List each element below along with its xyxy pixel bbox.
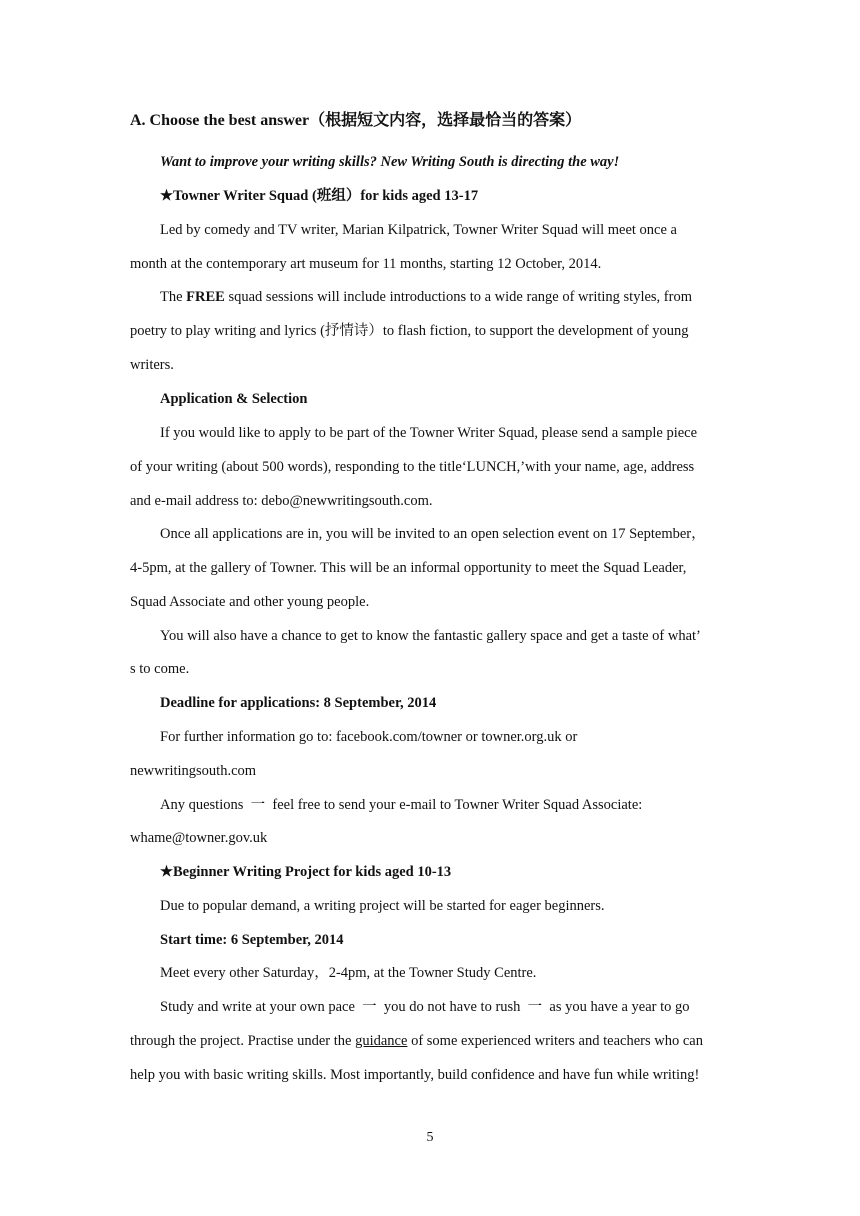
paragraph-line: Meet every other Saturday，2-4pm, at the Towner Study Centre. — [160, 965, 537, 981]
free-emphasis: FREE — [186, 289, 225, 305]
text-run: The — [160, 289, 187, 305]
paragraph-line: writers. — [130, 357, 174, 373]
passage-tagline: Want to improve your writing skills? New Writing South is directing the way! — [160, 154, 620, 170]
application-heading: Application & Selection — [160, 391, 308, 407]
paragraph-line: newwritingsouth.com — [130, 763, 257, 779]
paragraph-line: Once all applications are in, you will be invited to an open selection event on 17 September， — [160, 526, 706, 542]
paragraph-line: Led by comedy and TV writer, Marian Kilpatrick, Towner Writer Squad will meet once a — [160, 222, 677, 238]
paragraph-line: month at the contemporary art museum for 11 months, starting 12 October, 2014. — [130, 256, 602, 272]
text-run: through the project. Practise under the — [130, 1033, 356, 1049]
paragraph-line: poetry to play writing and lyrics (抒情诗）to flash fiction, to support the development of young — [130, 323, 689, 339]
paragraph-line: 4-5pm, at the gallery of Towner. This will be an informal opportunity to meet the Squad Leader, — [130, 560, 687, 576]
paragraph-line: Squad Associate and other young people. — [130, 594, 370, 610]
page-number: 5 — [426, 1130, 434, 1145]
paragraph-line: If you would like to apply to be part of the Towner Writer Squad, please send a sample piece — [160, 425, 698, 441]
paragraph-line: and e-mail address to: debo@newwritingsouth.com. — [130, 493, 433, 509]
start-time-line: Start time: 6 September, 2014 — [160, 932, 344, 948]
text-run: of some experienced writers and teachers who can — [407, 1033, 703, 1049]
paragraph-line: Study and write at your own pace 一 you do not have to rush 一 as you have a year to go — [160, 999, 690, 1015]
paragraph-line — [160, 288, 740, 306]
paragraph-line — [130, 1032, 740, 1050]
text-run: squad sessions will include introductions to a wide range of writing styles, from — [224, 289, 692, 305]
paragraph-line: You will also have a chance to get to know the fantastic gallery space and get a taste of what’ — [160, 628, 701, 644]
section-heading: A. Choose the best answer（根据短文内容，选择最恰当的答案） — [130, 112, 582, 129]
paragraph-line: of your writing (about 500 words), responding to the title‘LUNCH,’with your name, age, address — [130, 459, 695, 475]
paragraph-line: s to come. — [130, 661, 190, 677]
beginner-heading: ★Beginner Writing Project for kids aged 10-13 — [160, 864, 452, 880]
paragraph-line: Due to popular demand, a writing project will be started for eager beginners. — [160, 898, 605, 914]
deadline-line: Deadline for applications: 8 September, 2014 — [160, 695, 437, 711]
paragraph-line: For further information go to: facebook.com/towner or towner.org.uk or — [160, 729, 578, 745]
paragraph-line: Any questions 一 feel free to send your e-mail to Towner Writer Squad Associate: — [160, 797, 643, 813]
paragraph-line: whame@towner.gov.uk — [130, 830, 268, 846]
squad-heading: ★Towner Writer Squad (班组）for kids aged 13-17 — [160, 188, 479, 204]
guidance-underlined: guidance — [355, 1033, 408, 1049]
paragraph-line: help you with basic writing skills. Most importantly, build confidence and have fun while writing! — [130, 1067, 700, 1083]
